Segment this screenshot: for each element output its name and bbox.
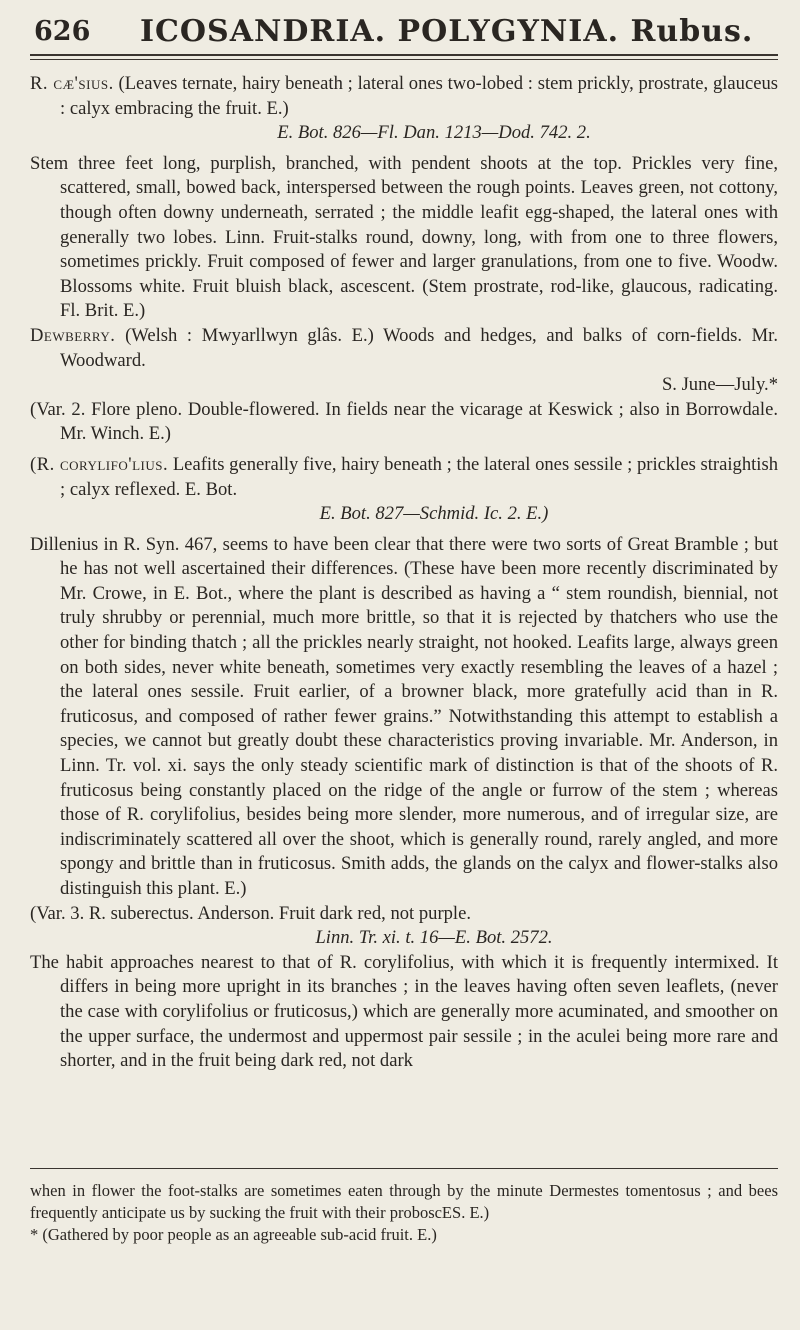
- variety-3-reference: Linn. Tr. xi. t. 16—E. Bot. 2572.: [315, 927, 553, 949]
- flowering-season: S. June—July.*: [661, 374, 778, 396]
- entry-rubus-caesius: [30, 72, 778, 121]
- entry-rubus-corylifolius: [30, 453, 778, 502]
- species-description: (Leaves ternate, hairy beneath ; lateral ones two-lobed : stem prickly, prostrate, glauceus : calyx embracing the fruit. E.): [60, 73, 778, 119]
- variety-2: (Var. 2. Flore pleno. Double-flowered. In fields near the vicarage at Keswick ; also in Borrowdale. Mr. Winch. E.): [30, 398, 778, 445]
- species-name-2: (R. corylifo'lius.: [30, 453, 169, 475]
- header-rule: [30, 54, 778, 56]
- species-description-2: Leafits generally five, hairy beneath ; the lateral ones sessile ; prickles straightish ; calyx reflexed. E. Bot.: [60, 453, 778, 500]
- dewberry-habitat: (Welsh : Mwyarllwyn glâs. E.) Woods and hedges, and balks of corn-fields. Mr. Woodward.: [60, 324, 778, 371]
- header-rule-thin: [30, 59, 778, 60]
- dillenius-paragraph: Dillenius in R. Syn. 467, seems to have been clear that there were two sorts of Great Bramble ; but he has not well ascertained their differences. (These have been more recently discriminated by Mr. Crowe, in E. Bot., where the plant is described as having a “ stem roundish, biennial, not truly shrubby or perennial, much more brittle, so that it is rejected by thatchers who use the other for binding thatch ; all the prickles nearly straight, not hooked. Leafits large, always green on both sides, never white beneath, sometimes very exactly resembling the leaves of a hazel ; the lateral ones sessile. Fruit earlier, of a browner black, more gratefully acid than in R. fruticosus, and composed of rather fewer grains.” Notwithstanding this attempt to establish a species, we cannot but greatly doubt these characteristics proving invariable. Mr. Anderson, in Linn. Tr. vol. xi. says the only steady scientific mark of distinction is that of the shoots of R. fruticosus being constantly placed on the ridge of the angle or furrow of the stem ; whereas those of R. corylifolius, besides being more slender, more numerous, and of irregular size, are indiscriminately scattered all over the shoot, which is generally round, rarely angled, and more spongy and brittle than in fruticosus. Smith adds, the glands on the calyx and flower-stalks also distinguish this plant. E.): [30, 533, 778, 899]
- species-reference: E. Bot. 826—Fl. Dan. 1213—Dod. 742. 2.: [277, 122, 591, 144]
- footnote-continued: when in flower the foot-stalks are sometimes eaten through by the minute Dermestes tomentosus ; and bees frequently anticipate us by sucking the fruit with their proboscES. E.): [30, 1181, 778, 1222]
- footnotes: [30, 1180, 778, 1246]
- running-title: ICOSANDRIA. POLYGYNIA. Rubus.: [140, 14, 754, 49]
- dewberry-entry: [30, 324, 778, 373]
- species-reference-2: E. Bot. 827—Schmid. Ic. 2. E.): [319, 503, 549, 525]
- footnote-rule: [30, 1168, 778, 1169]
- running-header: [30, 10, 778, 62]
- species-name: R. cæ'sius.: [30, 73, 114, 94]
- stem-paragraph: Stem three feet long, purplish, branched, with pendent shoots at the top. Prickles very fine, scattered, small, bowed back, interspersed between the rough points. Leaves green, not cottony, though often downy underneath, serrated ; the middle leafit egg-shaped, the lateral ones with generally two lobes. Linn. Fruit-stalks round, downy, long, with from one to three flowers, sometimes prickly. Fruit composed of fewer and larger granulations, from one to five. Woodw. Blossoms white. Fruit bluish black, ascescent. (Stem prostrate, rod-like, glaucous, radicating. Fl. Brit. E.): [30, 152, 778, 322]
- main-text: [30, 72, 778, 1074]
- variety-3: (Var. 3. R. suberectus. Anderson. Fruit dark red, not purple.: [30, 902, 472, 924]
- common-name: Dewberry.: [30, 324, 116, 346]
- footnote-gathered: * (Gathered by poor people as an agreeable sub-acid fruit. E.): [30, 1225, 437, 1244]
- page-number: 626: [34, 16, 91, 47]
- habit-paragraph: The habit approaches nearest to that of R. corylifolius, with which it is frequently intermixed. It differs in being more upright in its branches ; in the leaves having often seven leaflets, (never the case with corylifolius or fruticosus,) which are generally more acuminated, and smoother on the upper surface, the undermost and uppermost pair sessile ; in the aculei being more rare and shorter, and in the fruit being dark red, not dark: [30, 951, 778, 1072]
